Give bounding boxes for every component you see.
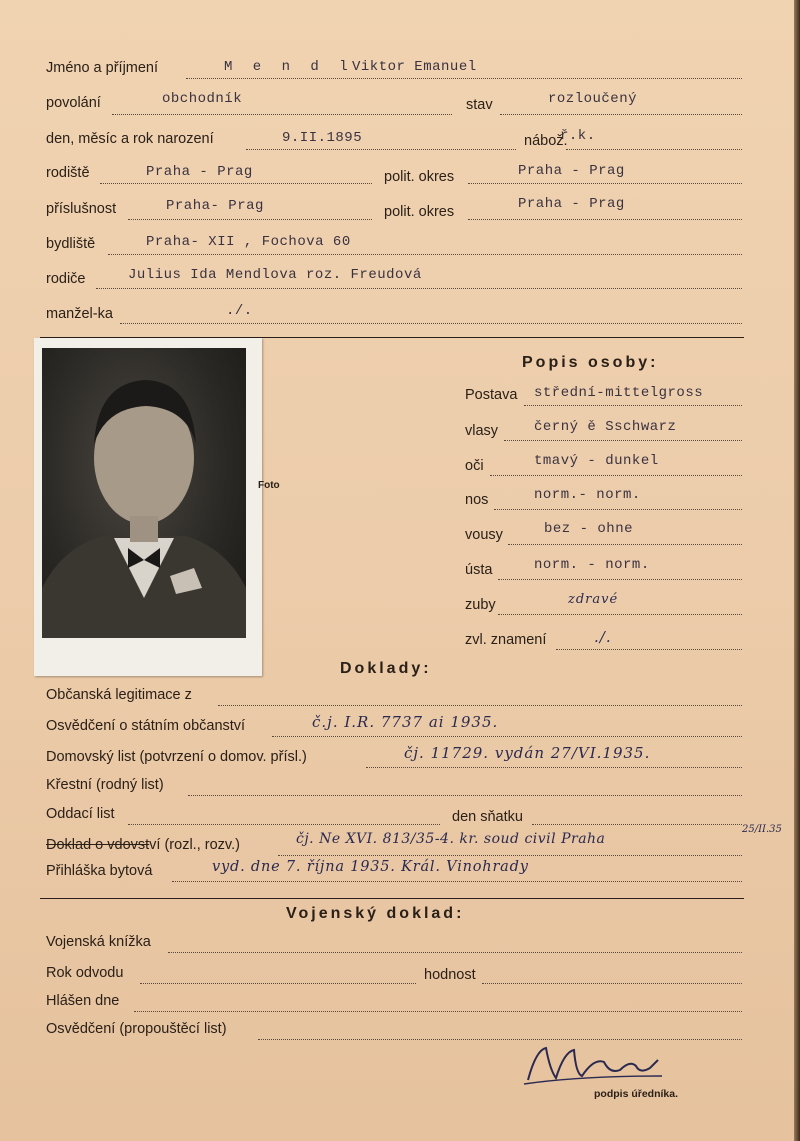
- birth-date: 9.II.1895: [282, 130, 363, 146]
- marriage-line: [128, 824, 440, 825]
- page-edge: [794, 0, 800, 1141]
- hair-line: [504, 440, 742, 441]
- rank-label: hodnost: [424, 967, 476, 983]
- signature-text: Mendl: [670, 1040, 673, 1041]
- registration-label: Přihláška bytová: [46, 863, 153, 879]
- beard-value: bez - ohne: [544, 521, 634, 537]
- parents-value: Julius Ida Mendlova roz. Freudová: [128, 267, 422, 283]
- nose-line: [494, 509, 742, 510]
- widow-label-struck: Doklad o vdovst: [46, 837, 150, 853]
- birthplace-label: rodiště: [46, 165, 90, 181]
- mouth-value: norm. - norm.: [534, 557, 650, 573]
- residence-value: Praha- XII , Fochova 60: [146, 234, 351, 250]
- baptism-label: Křestní (rodný list): [46, 777, 164, 793]
- given-names: Viktor Emanuel: [352, 59, 477, 75]
- nose-value: norm.- norm.: [534, 487, 641, 503]
- domicile-value: čj. 11729. vydán 27/VI.1935.: [404, 744, 651, 762]
- registration-line: [172, 881, 742, 882]
- divorce-value: čj. Ne XVI. 813/35-4. kr. soud civil Praha: [296, 831, 606, 847]
- birthplace-value: Praha - Prag: [146, 164, 253, 180]
- name-line: [186, 78, 742, 79]
- citizenship-label: příslušnost: [46, 201, 117, 217]
- documents-heading: Doklady:: [340, 660, 432, 677]
- status-value: rozloučený: [548, 91, 638, 107]
- baptism-line: [188, 795, 742, 796]
- citizenship-district-line: [468, 219, 742, 220]
- reported-line: [134, 1011, 742, 1012]
- eyes-label: oči: [465, 458, 484, 474]
- widow-label: [46, 837, 240, 853]
- section-divider-2: [40, 898, 744, 899]
- citizenship-district-value: Praha - Prag: [518, 196, 625, 212]
- hair-value: černý ě Sschwarz: [534, 419, 677, 435]
- rank-line: [482, 983, 742, 984]
- military-heading: Vojenský doklad:: [286, 905, 465, 922]
- wedding-day-line: [532, 824, 742, 825]
- teeth-value: zdravé: [568, 592, 619, 607]
- spouse-value: ./.: [226, 303, 253, 319]
- description-heading: Popis osoby:: [522, 354, 659, 371]
- birth-district-label: polit. okres: [384, 169, 455, 185]
- marks-value: ./.: [594, 628, 612, 646]
- eyes-line: [490, 475, 742, 476]
- wedding-day-label: den sňatku: [452, 809, 523, 825]
- military-book-label: Vojenská knížka: [46, 934, 151, 950]
- marriage-label: Oddací list: [46, 806, 115, 822]
- residence-label: bydliště: [46, 236, 96, 252]
- portrait-photo: [42, 348, 246, 638]
- beard-label: vousy: [465, 527, 503, 543]
- discharge-cert-label: Osvědčení (propouštěcí list): [46, 1021, 227, 1037]
- residence-line: [108, 254, 742, 255]
- draft-year-line: [140, 983, 416, 984]
- citizenship-district-label: polit. okres: [384, 204, 455, 220]
- marks-label: zvl. znamení: [465, 632, 547, 648]
- build-label: Postava: [465, 387, 518, 403]
- reported-label: Hlášen dne: [46, 993, 120, 1009]
- citizenship-cert-label: Osvědčení o státním občanství: [46, 718, 246, 734]
- status-label: stav: [466, 97, 493, 113]
- occupation-line: [112, 114, 452, 115]
- birthplace-line: [100, 183, 372, 184]
- teeth-line: [498, 614, 742, 615]
- mouth-label: ústa: [465, 562, 493, 578]
- photo-label: Foto: [258, 480, 280, 491]
- mouth-line: [498, 579, 742, 580]
- spouse-label: manžel-ka: [46, 306, 113, 322]
- surname: M e n d l: [224, 59, 354, 75]
- marks-line: [556, 649, 742, 650]
- citizenship-line: [128, 219, 372, 220]
- citizenship-cert-value: č.j. I.R. 7737 ai 1935.: [312, 713, 499, 731]
- civic-line: [218, 705, 742, 706]
- occupation-value: obchodník: [162, 91, 243, 107]
- citizenship-value: Praha- Prag: [166, 198, 264, 214]
- parents-line: [96, 288, 742, 289]
- birth-district-line: [468, 183, 742, 184]
- hair-label: vlasy: [465, 423, 499, 439]
- signature-caption: podpis úředníka.: [594, 1088, 679, 1100]
- religion-label: nábož.: [524, 133, 568, 149]
- religion-value: ř.k.: [560, 128, 596, 144]
- civic-label: Občanská legitimace z: [46, 687, 192, 703]
- divorce-date: 25/II.35: [742, 824, 782, 835]
- build-line: [524, 405, 742, 406]
- divorce-line: [278, 855, 742, 856]
- registration-value: vyd. dne 7. října 1935. Král. Vinohrady: [212, 859, 529, 875]
- birth-district-value: Praha - Prag: [518, 163, 625, 179]
- military-book-line: [168, 952, 742, 953]
- widow-label-rest: ví (rozl., rozv.): [149, 837, 240, 853]
- birth-line: [246, 149, 516, 150]
- photo-frame: [34, 338, 262, 676]
- spouse-line: [120, 323, 742, 324]
- status-line: [500, 114, 742, 115]
- parents-label: rodiče: [46, 271, 86, 287]
- signature-mark: [520, 1040, 673, 1088]
- eyes-value: tmavý - dunkel: [534, 453, 659, 469]
- teeth-label: zuby: [465, 597, 496, 613]
- name-label: Jméno a příjmení: [46, 60, 159, 76]
- birth-label: den, měsíc a rok narození: [46, 131, 214, 147]
- occupation-label: povolání: [46, 95, 101, 111]
- draft-year-label: Rok odvodu: [46, 965, 124, 981]
- beard-line: [508, 544, 742, 545]
- religion-line: [566, 149, 742, 150]
- build-value: střední-mittelgross: [534, 385, 704, 401]
- nose-label: nos: [465, 492, 489, 508]
- portrait-illustration: [42, 348, 246, 638]
- domicile-line: [366, 767, 742, 768]
- domicile-label: Domovský list (potvrzení o domov. přísl.): [46, 749, 307, 765]
- citizenship-cert-line: [272, 736, 742, 737]
